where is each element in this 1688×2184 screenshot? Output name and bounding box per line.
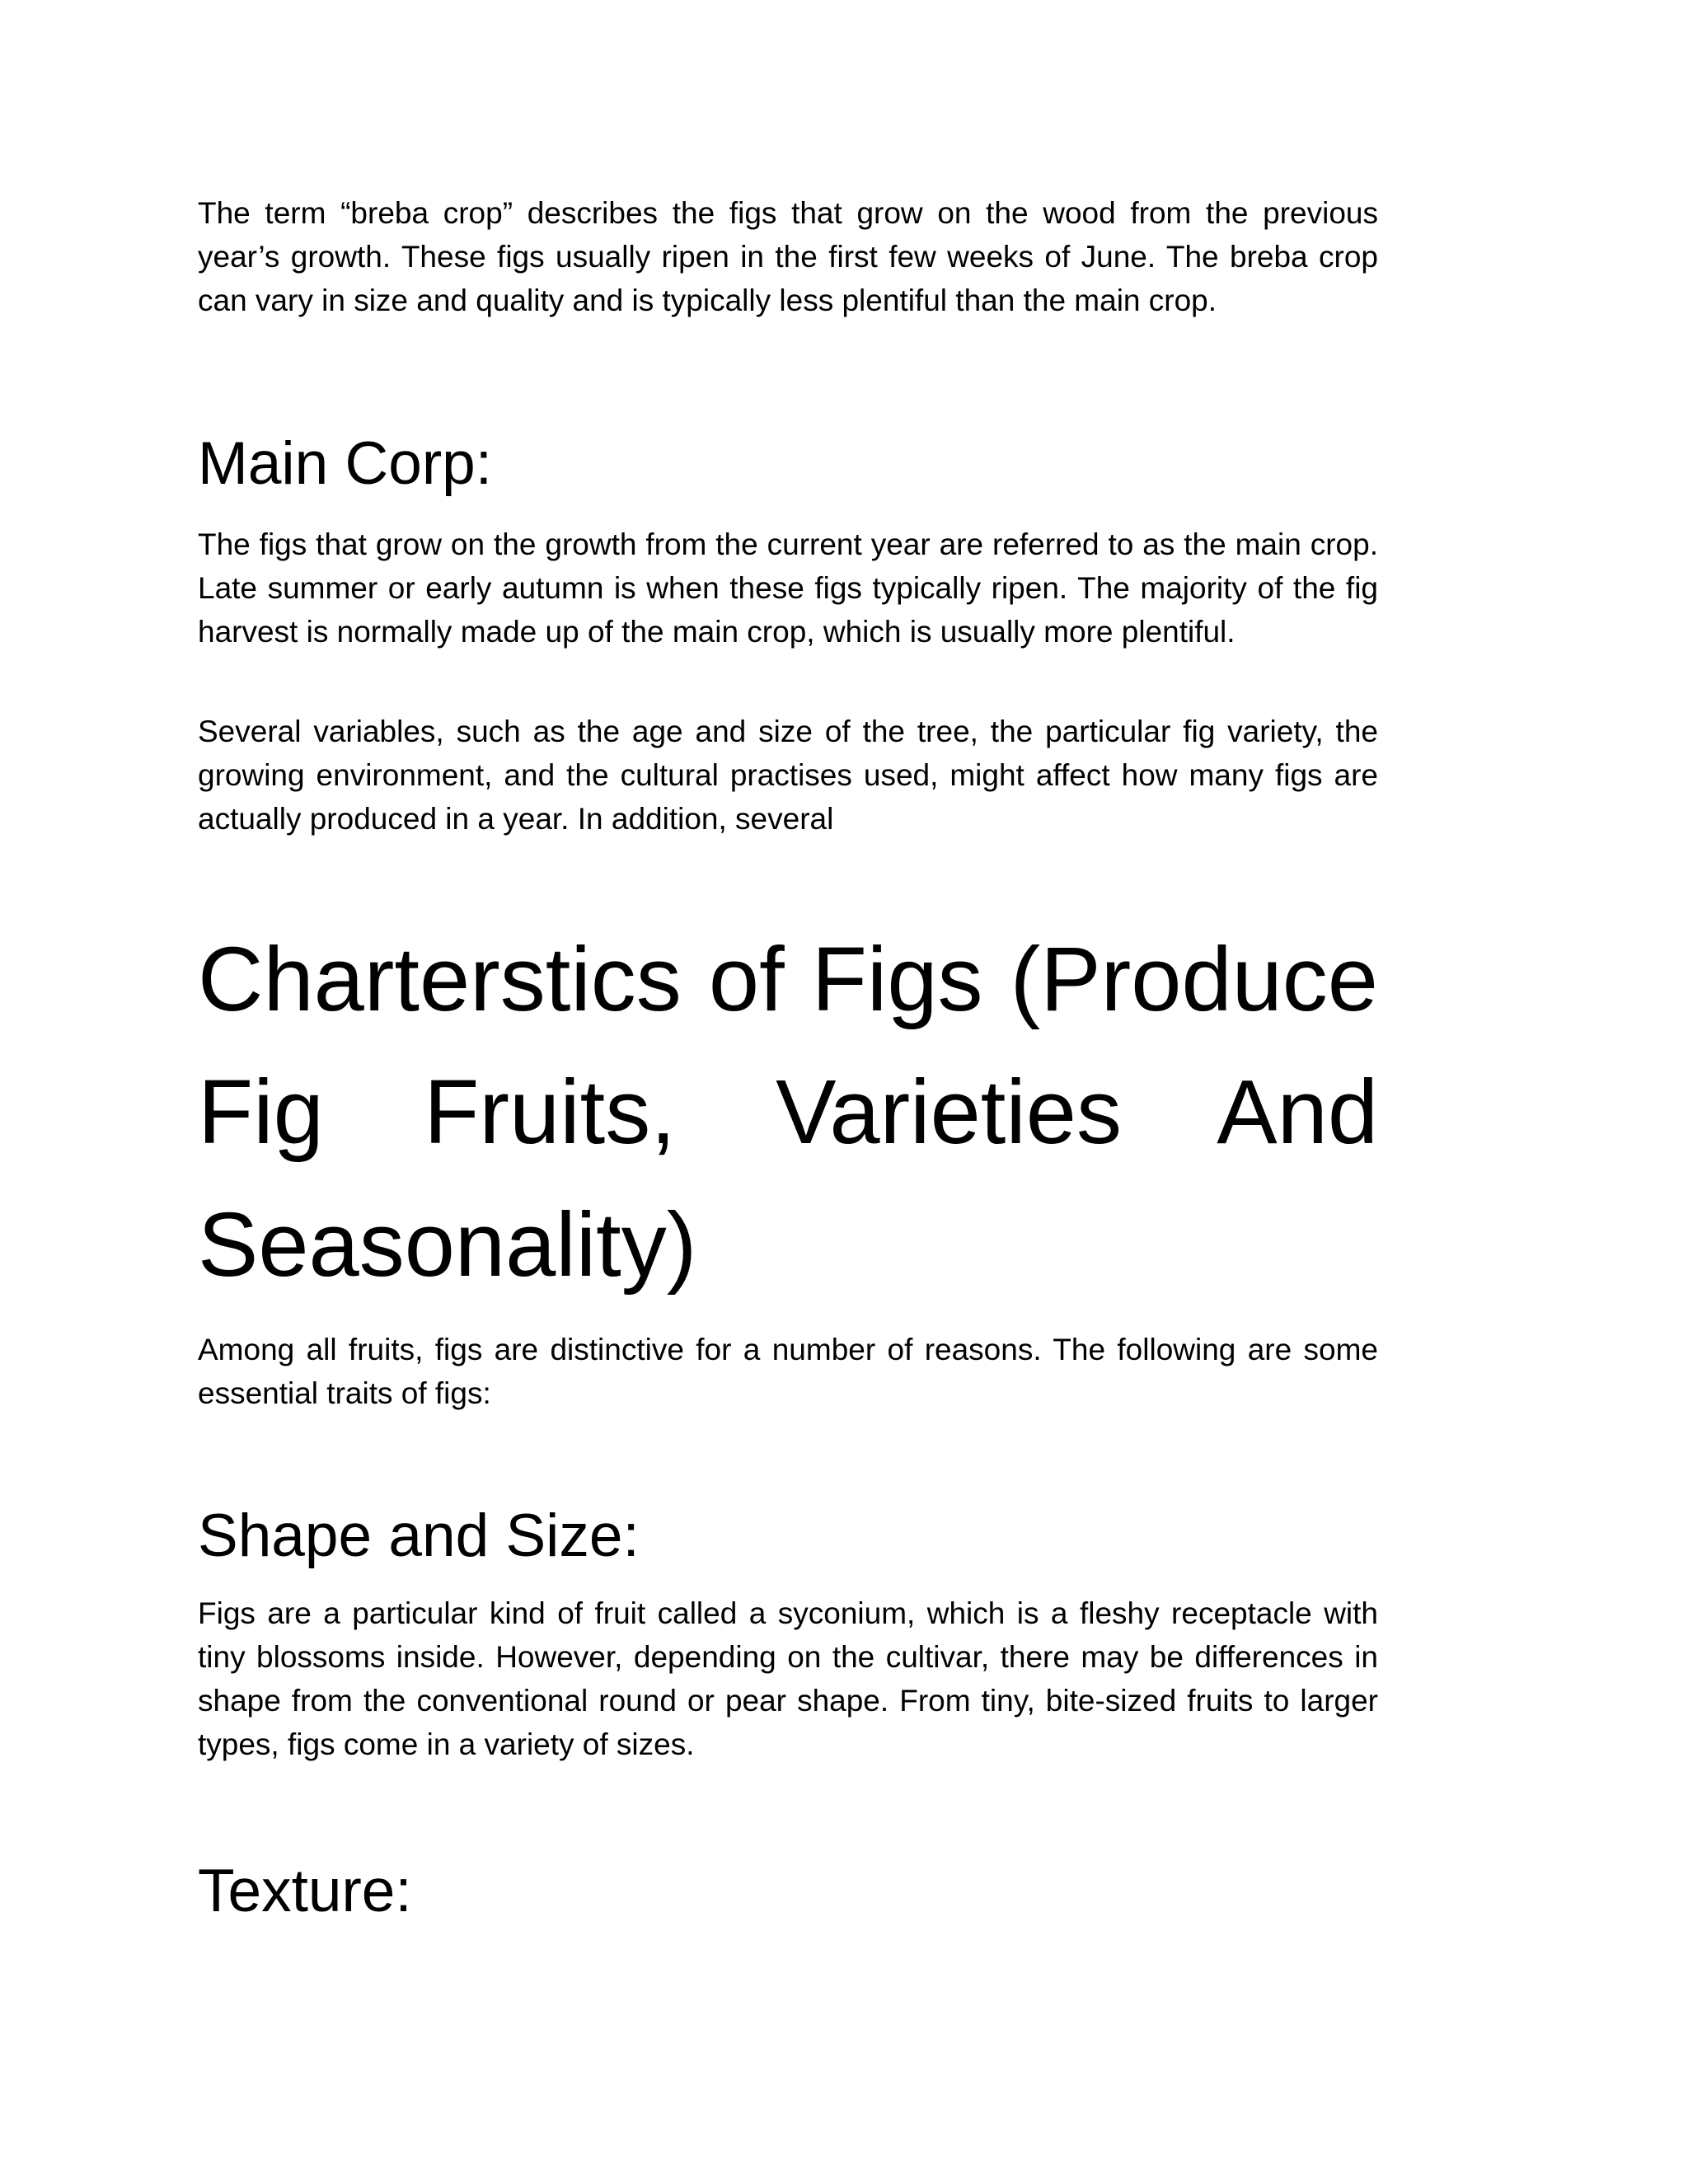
document-content — [198, 191, 1378, 1929]
heading-texture: Texture: — [198, 1858, 412, 1924]
heading-main-corp: Main Corp: — [198, 430, 493, 497]
section-title-characteristics: Charterstics of Figs (Produce Fig Fruits, Varieties And Seasonality) — [198, 929, 1378, 1296]
paragraph-among-fruits: Among all fruits, figs are distinctive for a number of reasons. The following are some essential traits of figs: — [198, 1333, 1378, 1410]
paragraph-main-crop: The figs that grow on the growth from the current year are referred to as the main crop. Late summer or early autumn is when these figs typically ripen. The majority of the fig harvest is normally made up of the main crop, which is usually more plentiful. — [198, 527, 1378, 649]
heading-shape-and-size: Shape and Size: — [198, 1502, 640, 1569]
paragraph-several-variables: Several variables, such as the age and size of the tree, the particular fig variety, the growing environment, and the cultural practises used, might affect how many figs are actually produced in a year. In addition, several — [198, 715, 1378, 836]
paragraph-shape-and-size: Figs are a particular kind of fruit called a syconium, which is a fleshy receptacle with tiny blossoms inside. However, depending on the cultivar, there may be differences in shape from the conventional round or pear shape. From tiny, bite-sized fruits to larger types, figs come in a variety of sizes. — [198, 1596, 1378, 1761]
paragraph-breba-crop: The term “breba crop” describes the figs that grow on the wood from the previous year’s growth. These figs usually ripen in the first few weeks of June. The breba crop can vary in size and quality and is typically less plentiful than the main crop. — [198, 196, 1378, 317]
